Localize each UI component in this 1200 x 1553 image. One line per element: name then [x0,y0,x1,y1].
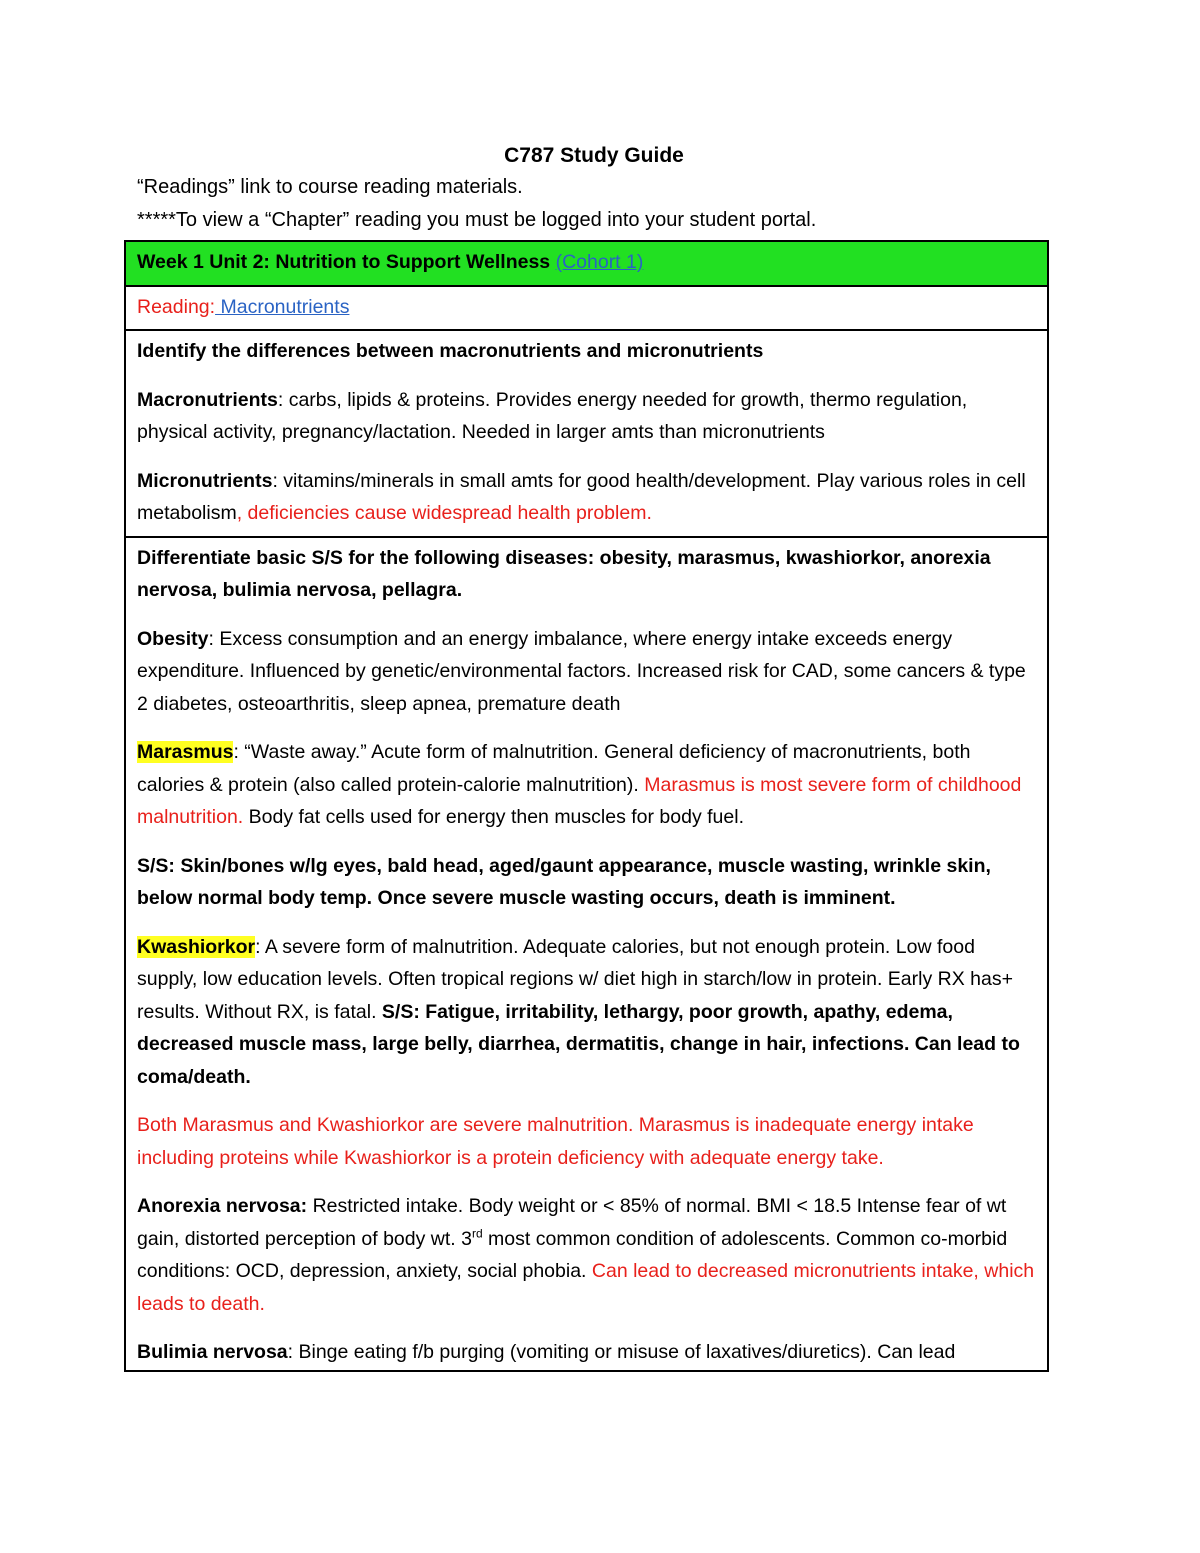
week-header-row [125,241,1048,286]
marasmus-highlight: Marasmus is most severe form of childhood malnutrition. [137,773,1022,828]
micronutrients-term: Micronutrients [137,469,273,492]
bulimia-term: Bulimia nervosa [137,1341,288,1363]
macronutrient-section-cell [125,330,1048,537]
disease-section-cell [125,537,1048,1372]
marasmus-symptoms: S/S: Skin/bones w/lg eyes, bald head, aged/gaunt appearance, muscle wasting, wrinkle skin, below normal body temp. Once severe muscle wasting occurs, death is imminent. [137,854,991,909]
obesity-text: : Excess consumption and an energy imbalance, where energy intake exceeds energy expenditure. Influenced by genetic/environmental factors. Increased risk for CAD, some cancers & type 2 diabetes, osteoarthritis, sleep apnea, premature death [137,627,1026,715]
disease-section-row [125,537,1048,1372]
micronutrients-text: : vitamins/minerals in small amts for good health/development. Play various roles in cell metabolism [137,469,1026,524]
anorexia-term: Anorexia nervosa: [137,1195,308,1217]
marasmus-text: : “Waste away.” Acute form of malnutrition. General deficiency of macronutrients, both calories & protein (also called protein-calorie malnutrition). [137,741,971,796]
obesity-paragraph [137,623,1036,721]
anorexia-warning: Can lead to decreased micronutrients intake, which leads to death. [137,1260,1035,1315]
page-title: C787 Study Guide [504,144,684,167]
disease-section-heading: Differentiate basic S/S for the following diseases: obesity, marasmus, kwashiorkor, anorexia nervosa, bulimia nervosa, pellagra. [137,546,991,601]
study-guide-table [124,240,1049,1372]
anorexia-text: Restricted intake. Body weight or < 85% of normal. BMI < 18.5 Intense fear of wt gain, distorted perception of body wt. 3 [137,1195,1007,1250]
reading-row [125,286,1048,331]
bulimia-paragraph [137,1336,1036,1364]
kwashiorkor-symptoms: S/S: Fatigue, irritability, lethargy, poor growth, apathy, edema, decreased muscle mass, large belly, diarrhea, dermatitis, change in hair, infections. Can lead to coma/death. [137,1000,1020,1088]
kwashiorkor-text: : A severe form of malnutrition. Adequate calories, but not enough protein. Low food supply, low education levels. Often tropical regions w/ diet high in starch/low in protein. Early RX has+ results. Without RX, is fatal. [137,935,1013,1023]
document-header [137,141,1057,237]
week-header-cell [125,241,1048,286]
bulimia-text: : Binge eating f/b purging (vomiting or misuse of laxatives/diuretics). Can lead [287,1341,956,1363]
cohort-link[interactable]: (Cohort 1) [555,251,644,273]
macronutrients-text: : carbs, lipids & proteins. Provides energy needed for growth, thermo regulation, physical activity, pregnancy/lactation. Needed in larger amts than micronutrients [137,388,968,443]
portal-note: *****To view a “Chapter” reading you must be logged into your student portal. [137,209,817,231]
marasmus-paragraph [137,736,1036,834]
micronutrients-warning: , deficiencies cause widespread health problem. [236,502,652,524]
macronutrients-paragraph [137,384,1036,449]
marasmus-text-2: Body fat cells used for energy then muscles for body fuel. [243,806,744,828]
anorexia-paragraph [137,1190,1036,1320]
reading-label: Reading: [137,295,216,318]
macro-section-heading: Identify the differences between macronutrients and micronutrients [137,340,764,362]
macronutrients-term: Macronutrients [137,388,278,411]
readings-note: “Readings” link to course reading materials. [137,176,523,198]
kwashiorkor-paragraph [137,931,1036,1094]
marasmus-term: Marasmus [137,741,234,763]
obesity-term: Obesity [137,627,209,650]
macronutrient-section-row [125,330,1048,537]
anorexia-superscript: rd [471,1226,483,1240]
kwashiorkor-term: Kwashiorkor [137,935,256,958]
week-label: Week 1 Unit 2: Nutrition to Support Wellness [137,251,551,273]
comparison-note: Both Marasmus and Kwashiorkor are severe malnutrition. Marasmus is inadequate energy intake including proteins while Kwashiorkor is a protein deficiency with adequate energy take. [137,1114,974,1169]
micronutrients-paragraph [137,465,1036,530]
macronutrients-link[interactable]: Macronutrients [215,295,350,318]
reading-cell [125,286,1048,331]
anorexia-text-2: most common condition of adolescents. Common co-morbid conditions: OCD, depression, anxiety, social phobia. [137,1227,1008,1282]
